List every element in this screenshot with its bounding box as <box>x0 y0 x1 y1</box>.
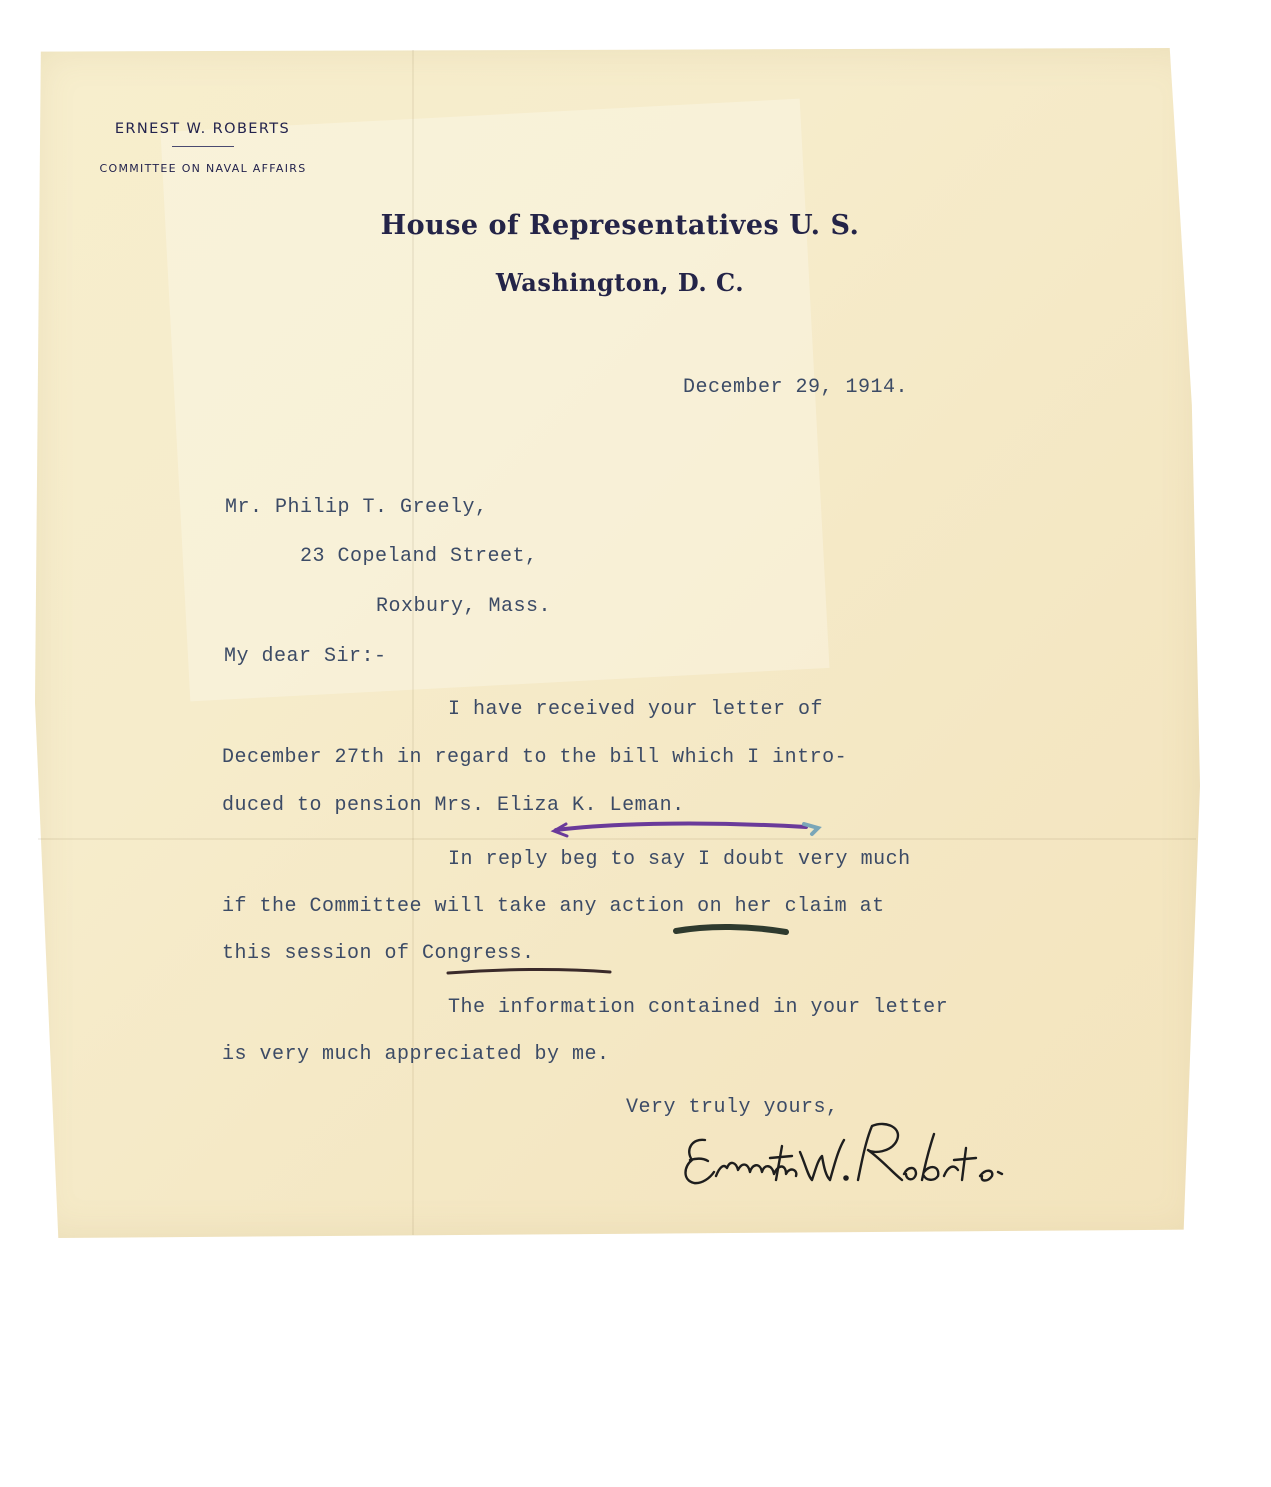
letter-date: December 29, 1914. <box>683 376 909 399</box>
paragraph-3-line-1: The information contained in your letter <box>448 996 949 1019</box>
paragraph-1-line-1: I have received your letter of <box>448 698 824 721</box>
paragraph-1-line-2: December 27th in regard to the bill which I intro- <box>222 746 848 769</box>
paragraph-2-line-3: this session of Congress. <box>222 942 535 965</box>
salutation: My dear Sir:- <box>224 645 387 668</box>
paragraph-2-line-2: if the Committee will take any action on her claim at <box>222 895 885 918</box>
fold-line-horizontal <box>38 838 1196 840</box>
letterhead-city: Washington, D. C. <box>495 268 745 297</box>
letterhead-rule <box>172 146 234 147</box>
recipient-street: 23 Copeland Street, <box>300 545 538 568</box>
closing: Very truly yours, <box>626 1096 839 1119</box>
recipient-name: Mr. Philip T. Greely, <box>225 496 488 519</box>
paragraph-2-line-1: In reply beg to say I doubt very much <box>448 848 911 871</box>
recipient-city: Roxbury, Mass. <box>376 595 552 618</box>
letterhead-house: House of Representatives U. S. <box>380 210 860 241</box>
letterhead-committee: COMMITTEE ON NAVAL AFFAIRS <box>99 162 307 175</box>
paragraph-1-line-3: duced to pension Mrs. Eliza K. Leman. <box>222 794 685 817</box>
paragraph-3-line-2: is very much appreciated by me. <box>222 1043 610 1066</box>
letterhead-name: ERNEST W. ROBERTS <box>114 121 291 137</box>
